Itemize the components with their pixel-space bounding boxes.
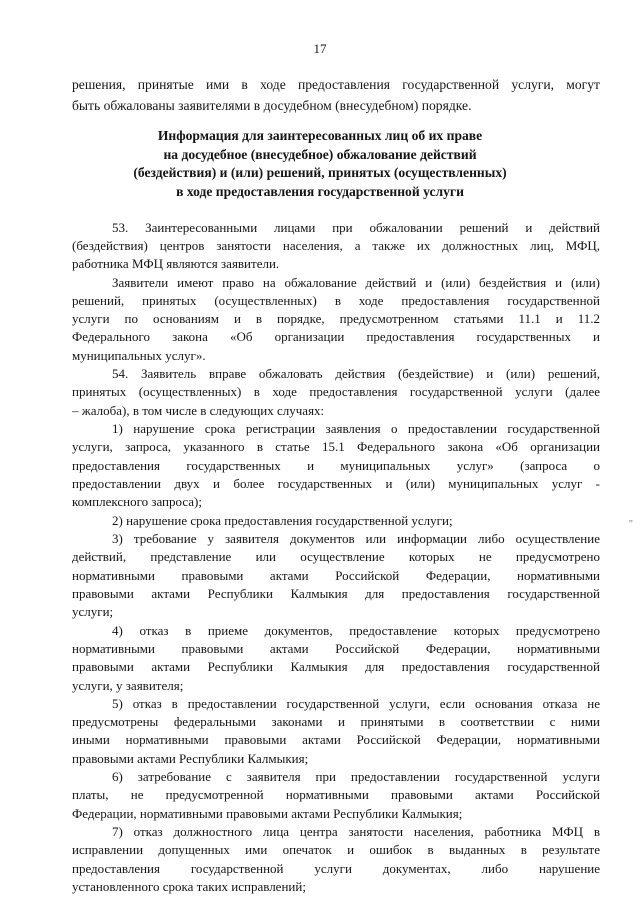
body-line: нормативными правовыми актами Российской Федерации, нормативными [72, 567, 600, 583]
body-line: установленного срока таких исправлений; [72, 879, 306, 894]
section-heading-line: в ходе предоставления государственной услуги [176, 183, 464, 199]
body-line: иными нормативными правовыми актами Российской Федерации, нормативными [72, 732, 600, 748]
body-line: платы, не предусмотренной нормативными правовыми актами Российской [72, 787, 600, 803]
body-line: Федерального закона «Об организации предоставления государственных и [72, 329, 600, 345]
body-line: 54. Заявитель вправе обжаловать действия (бездействие) и (или) решений, [112, 366, 600, 382]
intro-line: решения, принятые ими в ходе предоставления государственной услуги, могут [72, 77, 600, 92]
body-line: предусмотрены федеральными законами и принятыми в соответствии с ними [72, 714, 600, 730]
body-line: нормативными правовыми актами Российской Федерации, нормативными [72, 640, 600, 656]
body-line: 1) нарушение срока регистрации заявления о предоставлении государственной [112, 421, 600, 436]
body-line: 53. Заинтересованными лицами при обжаловании решений и действий [112, 219, 600, 235]
section-heading-line: Информация для заинтересованных лиц об их праве [157, 128, 483, 144]
body-line: Федерации, нормативными правовыми актами Республики Калмыкия; [72, 805, 463, 821]
section-heading-line: на досудебное (внесудебное) обжалование действий [163, 146, 477, 162]
body-line: (бездействия) центров занятости населения, а также их должностных лиц, МФЦ, [72, 237, 600, 253]
body-line: исправлении допущенных ими опечаток и ошибок в выданных в результате [72, 842, 600, 858]
body-line: предоставления государственных и муниципальных услуг» (запроса о [72, 457, 600, 473]
body-line: действий, представление или осуществление которых не предусмотрено [72, 549, 600, 565]
body-line: 6) затребование с заявителя при предоставлении государственной услуги [112, 769, 600, 785]
body-line: 3) требование у заявителя документов или информации либо осуществление [112, 530, 600, 546]
body-line: комплексного запроса); [72, 494, 202, 510]
body-line: правовыми актами Республики Калмыкия для предоставления государственной [72, 659, 600, 675]
intro-line: быть обжалованы заявителями в досудебном (внесудебном) порядке. [72, 98, 472, 114]
body-line: предоставления государственной услуги документах, либо нарушение [72, 860, 600, 876]
body-line: 4) отказ в приеме документов, предоставление которых предусмотрено [112, 622, 600, 638]
body-line: 2) нарушение срока предоставления государственной услуги; [112, 512, 453, 528]
body-line: услуги; [72, 604, 114, 620]
body-line: 7) отказ должностного лица центра занятости населения, работника МФЦ в [112, 824, 600, 839]
body-line: правовыми актами Республики Калмыкия для предоставления государственной [72, 585, 600, 601]
body-line: – жалоба), в том числе в следующих случаях: [72, 402, 325, 418]
page-number: 17 [313, 41, 327, 56]
body-line: работника МФЦ являются заявители. [72, 256, 280, 272]
body-line: 5) отказ в предоставлении государственной услуги, если основания отказа не [112, 695, 600, 711]
body-line: услуги, у заявителя; [72, 677, 184, 693]
body-line: услуги, запроса, указанного в статье 15.1 Федерального закона «Об организации [72, 439, 600, 455]
body-line: предоставлении двух и более государственных и (или) муниципальных услуг - [72, 476, 600, 491]
scan-edge-mark: " [628, 519, 633, 530]
body-line: принятых (осуществленных) в ходе предоставления государственной услуги (далее [72, 384, 600, 400]
body-line: Заявители имеют право на обжалование действий и (или) бездействия и (или) [112, 274, 600, 290]
body-line: услуги по основаниям и в порядке, предусмотренном статьями 11.1 и 11.2 [72, 311, 600, 327]
section-heading-line: (бездействия) и (или) решений, принятых (осуществленных) [133, 165, 507, 181]
body-line: правовыми актами Республики Калмыкия; [72, 750, 309, 766]
body-line: муниципальных услуг». [72, 347, 206, 363]
body-line: решений, принятых (осуществленных) в ходе предоставления государственной [72, 292, 600, 308]
